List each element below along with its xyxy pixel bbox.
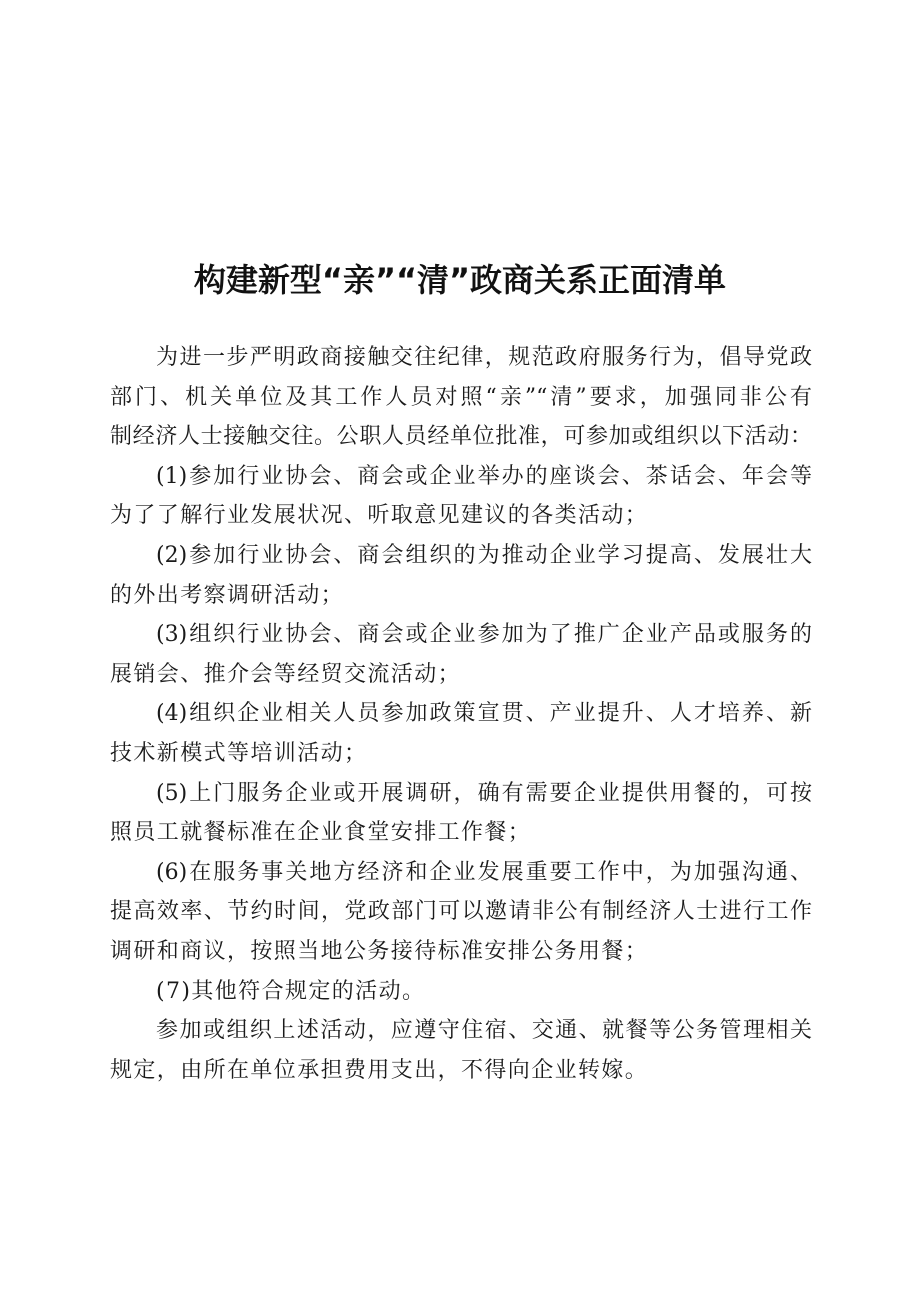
paragraph-1 xyxy=(110,338,812,457)
paragraph-5 xyxy=(110,694,812,773)
paragraph-line: 为了了解行业发展状况、听取意见建议的各类活动； xyxy=(110,503,649,529)
paragraph-3 xyxy=(110,536,812,615)
paragraph-line: 部门、机关单位及其工作人员对照“亲”“清”要求，加强同非公有 xyxy=(110,384,812,410)
paragraph-8 xyxy=(110,972,812,1012)
paragraph-line: 调研和商议，按照当地公务接待标准安排公务用餐； xyxy=(110,938,649,964)
paragraph-7 xyxy=(110,853,812,972)
paragraph-line: (5)上门服务企业或开展调研，确有需要企业提供用餐的，可按 xyxy=(156,780,812,806)
paragraph-line: (4)组织企业相关人员参加政策宣贯、产业提升、人才培养、新 xyxy=(156,701,812,727)
paragraph-6 xyxy=(110,774,812,853)
paragraph-line: (1)参加行业协会、商会或企业举办的座谈会、茶话会、年会等 xyxy=(156,463,812,489)
document-title: 构建新型“亲”“清”政商关系正面清单 xyxy=(193,261,727,299)
paragraph-line: 技术新模式等培训活动； xyxy=(110,740,368,766)
paragraph-line: 照员工就餐标准在企业食堂安排工作餐； xyxy=(110,820,532,846)
paragraph-line: 提高效率、节约时间，党政部门可以邀请非公有制经济人士进行工作 xyxy=(110,899,812,925)
paragraph-2 xyxy=(110,457,812,536)
paragraph-line: 参加或组织上述活动，应遵守住宿、交通、就餐等公务管理相关 xyxy=(156,1018,812,1044)
paragraph-line: 制经济人士接触交往。公职人员经单位批准，可参加或组织以下活动： xyxy=(110,424,812,450)
paragraph-line: 规定，由所在单位承担费用支出，不得向企业转嫁。 xyxy=(110,1057,649,1083)
document-body xyxy=(110,338,812,1090)
paragraph-line: (3)组织行业协会、商会或企业参加为了推广企业产品或服务的 xyxy=(156,622,812,648)
paragraph-line: (2)参加行业协会、商会组织的为推动企业学习提高、发展壮大 xyxy=(156,542,812,568)
paragraph-9 xyxy=(110,1011,812,1090)
paragraph-line: (7)其他符合规定的活动。 xyxy=(156,978,426,1004)
paragraph-line: 展销会、推介会等经贸交流活动； xyxy=(110,661,462,687)
paragraph-line: 的外出考察调研活动； xyxy=(110,582,345,608)
paragraph-4 xyxy=(110,615,812,694)
paragraph-line: (6)在服务事关地方经济和企业发展重要工作中，为加强沟通、 xyxy=(156,859,812,885)
paragraph-line: 为进一步严明政商接触交往纪律，规范政府服务行为，倡导党政 xyxy=(156,345,812,370)
